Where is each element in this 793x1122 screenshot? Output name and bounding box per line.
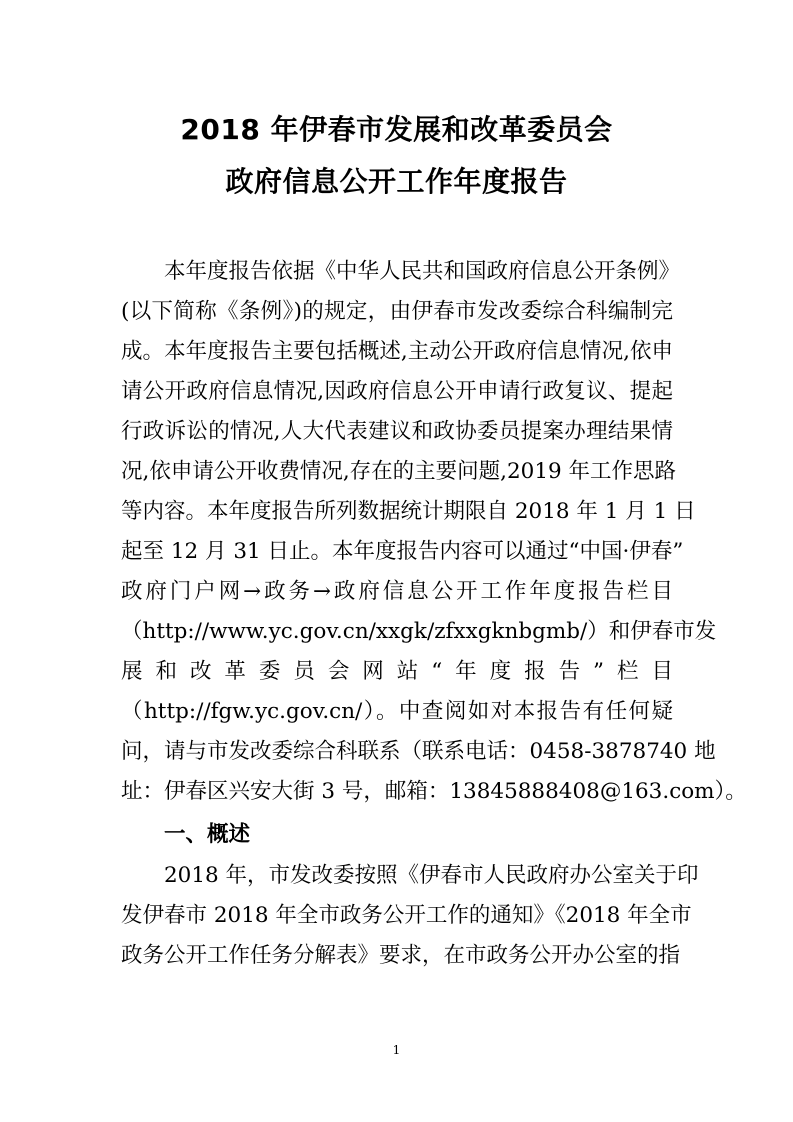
intro-line: 址：伊春区兴安大街 3 号，邮箱：13845888408@163.com）。 [121,779,747,804]
intro-line: 问，请与市发改委综合科联系（联系电话：0458-3878740 地 [121,739,716,764]
intro-line: 等内容。本年度报告所列数据统计期限自 2018 年 1 月 1 日 [121,499,696,524]
intro-line: 请公开政府信息情况,因政府信息公开申请行政复议、提起 [121,379,673,404]
overview-line: 政务公开工作任务分解表》要求，在市政务公开办公室的指 [121,943,681,968]
page-number: 1 [392,1043,401,1057]
section-heading-overview: 一、概述 [164,822,251,847]
intro-line: 起至 12 月 31 日止。本年度报告内容可以通过“中国·伊春” [121,539,684,564]
intro-line: 况,依申请公开收费情况,存在的主要问题,2019 年工作思路 [121,459,677,484]
report-title-line-1: 2018 年伊春市发展和改革委员会 [180,113,613,146]
intro-line: 展和改革委员会网站“年度报告”栏目 [121,659,673,684]
intro-line: 政府门户网→政务→政府信息公开工作年度报告栏目 [121,579,673,604]
intro-line: 成。本年度报告主要包括概述,主动公开政府信息情况,依申 [121,339,673,364]
intro-line: 行政诉讼的情况,人大代表建议和政协委员提案办理结果情 [121,419,673,444]
overview-line: 2018 年，市发改委按照《伊春市人民政府办公室关于印 [164,863,699,888]
intro-line: 本年度报告依据《中华人民共和国政府信息公开条例》 [164,259,681,284]
report-title-line-2: 政府信息公开工作年度报告 [225,165,568,198]
intro-line: （http://www.yc.gov.cn/xxgk/zfxxgknbgmb/）和伊春市发 [121,619,717,644]
intro-line: (以下简称《条例》)的规定，由伊春市发改委综合科编制完 [121,299,673,324]
overview-line: 发伊春市 2018 年全市政务公开工作的通知》《2018 年全市 [121,903,692,928]
intro-line: （http://fgw.yc.gov.cn/）。中查阅如对本报告有任何疑 [121,699,673,724]
